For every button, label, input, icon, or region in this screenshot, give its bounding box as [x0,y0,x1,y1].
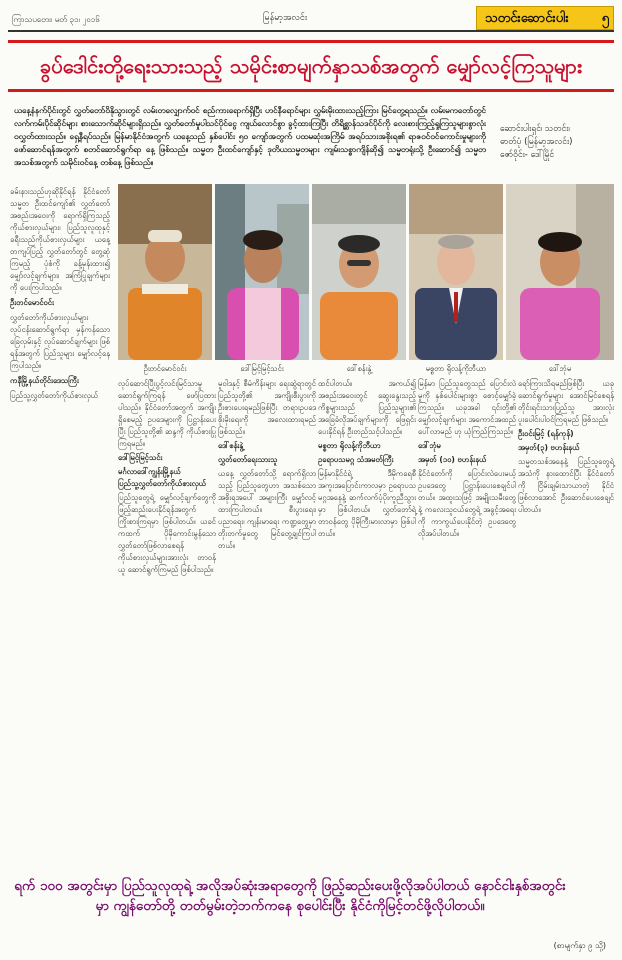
byline-line-1: ဆောင်းပါးရှင်၊ သတင်း၊ [500,124,570,134]
photo-1 [118,184,212,360]
column-paragraph: လုပ်ဆောင်ပြီးပွင့်လင်းမြင်သာမှု ဆောင်ရွက်ကြရန် ဖော်ပြထားပါသည်။ နိုင်ငံတော်အတွက် အကျိုးရှိစေမည့် ဥပဒေများကို ပြဋ္ဌာန်းပေးပြီး ပြည်သူတို့၏ ဆန္ဒကို ကိုယ်စားပြုကြရမည်။ [118,379,216,448]
photo-5 [506,184,614,360]
photo-4 [409,184,503,360]
photo-3-image [312,184,406,360]
running-header [8,6,614,32]
article-column-5 [518,378,614,516]
lead-paragraph: ယနေ့နံနက်ပိုင်းတွင် လွှတ်တော်ဝိနိုသွားတွင် လမ်းတလျှောက်ဝင် စည်ကားရောက်ရှိပြီး ဟင်နီရောင်များ လွှမ်းမိုးထားသည့်ကြား မြင်တွေ့ရသည်။ လမ်းမကတော်တွင် လက်ကမ်းပိုင်ဆိုင်များ စားသောက်ဆိုင်များရှိသည်။ လွှတ်တော်မှုပါသင်ပိုင်ငွေ ကျယ်လောင်စွာ ခွင့်ထားကြပြီး တိရိစ္ဆာန်သဒင်ပိုင်ကို လေးစားကြည့်ရှုကြသူများစွာလုံးဝလွှတ်ထားသည်။ ရှေ့နီရပ်သည်။ မြန်မာနိုင်ငံအတွက် ယနေ့သည် နှစ်ပေါင်း ၅၀ ကျော်အတွက် ပထမဆုံးအကြိမ် အရပ်သားအစိုးရ၏ ရာဇဝင်ဝင်ကောင်းမှုများကို ဖော်ဆောင်ရန်အတွက် စတင်ဆောင်ရွက်ရာ နေ့ ဖြစ်သည်။ သမ္မတ ဦးထင်ကျော်နှင့် ဒုတိယသမ္မတများ ကျမ်းသစ္စာကျိန်ဆို၍ သမ္မတရုံးသို့ ဦးဆောင်၍ သမ္မတအသစ်အတွက် သမိုင်းဝင်နေ့ တစ်နေ့ ဖြစ်သည်။ [14,105,486,167]
byline-line-3: ဇော်ဝိုင်း- ဒေါ်မြိုင် [500,150,555,160]
article-column-4 [418,378,516,540]
column-paragraph: ရော်ကြားသိရမည်ဖြစ်ပြီး ယခုဆောင်ရွက်မှုများ အောင်မြင်စေရန် တိုင်းရင်းသားပြည်သူ အားလုံး ပူးပေါင်းပါဝင်ကြရမည် ဖြစ်သည်။ [518,379,614,424]
photo-1-image [118,184,212,360]
photo-4-image [409,184,503,360]
column-subhead: ဒေါ်ဘုံမ [418,441,441,450]
photo-3-caption: ဒေါ်စန်းနွဲ့ [346,364,372,373]
column-paragraph: ယနေ့ လွှတ်တော်သို့ ရောက်ရှိလာသည့် ပြည်သူတွေဟာ အသစ်သော အစိုးရအပေါ် အများကြီး မျှော်လင့်ထားကြပါတယ်။ စီးပွားရေး၊ ပညာရေး၊ ကျန်းမာရေး ကဏ္ဍတွေမှာ တိုးတက်မှုတွေ မြင်တွေ့ချင်ကြပါတယ်။ [218,469,316,550]
photo-2 [215,184,309,360]
column-subhead-role: လွှတ်တော်ရေးသားသူ [218,455,278,464]
column-subhead: မစ္စတာ ရိုလန့်ကိုဘီယာ [318,441,381,450]
page-number: ၅ [601,11,609,26]
article-column-2 [218,378,316,552]
section-tab [476,6,614,30]
intro-paragraph-1: ခမ်းနားသည်ဟုဆိုနိုင်ရန် နိုင်ငံတော်သမ္မတ ဦးထင်ကျော်၏ လွှတ်တော်အစည်းအဝေးကို ရောက်ရှိကြသည့် ကိုယ်စားလှယ်များ၊ ပြည်သူလူထုနှင့် ခရီးသည်ကိုယ်စားလှယ်များ ယနေ့ တကျပ်ပြည့် လွှတ်တော်တွင် တွေ့ဆုံကြမည့် ပုံစံကို ခန့်မှန်းထား၍ မျှော်လင့်ချက်များ၊ အကြံပြုချက်များကို ပေးကြပါသည်။ [10,187,110,292]
photo-2-image [215,184,309,360]
intro-paragraph-3: ပြည်သူ့လွှတ်တော်ကိုယ်စားလှယ် [10,391,99,400]
intro-subhead-2: ကနီမြို့နယ်တိုင်းဒေသကြီး [10,376,79,385]
issue-info: ကြာသပတေး၊ မတ် ၃၁၊ ၂၀၁၆ [12,15,100,24]
column-paragraph: ထင်ပါတယ်။ အကယ်၍ အစည်းအဝေးတွင် ဆွေးနွေးသည့်ကိစ္စများသည် ပြည်သူများ၏ အခြေခံလိုအပ်ချက်များကို ဖြေရှင်းပေးနိုင်ရန် ဦးတည်သင့်ပါသည်။ [318,379,416,436]
pull-quote-text: ရက် ၁၀၀ အတွင်းမှာ ပြည်သူလုထုရဲ့ အလိုအပ်ဆုံးအရာတွေကို ဖြည့်ဆည်းပေးဖို့လိုအပ်ပါတယ် နောင်ငါးနှစ်အတွင်းမှာ ကျွန်တော်တို့ တတ်မွမ်းတဲ့ဘက်ကနေ စုပေါင်းပြီး နိုင်ငံကိုမြင့်တင်ဖို့လိုပါတယ်။ [14,878,566,914]
article-column-1 [118,378,216,576]
continued-note: (စာမျက်နှာ ၉ သို့) [553,941,606,950]
photo-2-caption: ဒေါ်မြင့်မြင့်သင်း [240,364,284,373]
column-paragraph: မြန်မာ ပြည်သူတွေသည် ပြောင်းလဲမှုကို နှစ်ပေါင်းများစွာ စောင့်မျှော်ခဲ့ကြသည်။ ယခုအခါ ၎င်းတို့၏ မျှော်လင့်ချက်များ အကောင်အထည်ပေါ်လာမည် ဟု ယုံကြည်ကြသည်။ [418,379,516,436]
section-name: မြန်မာ့အလင်း [263,13,308,23]
column-subhead-role: အမှတ်(၃) ဗဟန်းနယ် [518,443,580,452]
column-paragraph: ပြည်သူတွေရဲ့ မျှော်လင့်ချက်တွေကို ဖြည့်ဆည်းပေးနိုင်ရန်အတွက် ကြိုးစားကြရမှာ ဖြစ်ပါတယ်။ ယခင်ကထက် ပိုမိုကောင်းမွန်သော လွှတ်တော်ဖြစ်လာစေရန် ကိုယ်စားလှယ်များအားလုံး တာဝန်ယူ ဆောင်ရွက်ကြမည် ဖြစ်ပါသည်။ [118,493,216,574]
byline-line-2: ဓာတ်ပုံ (မြန်မာ့အလင်း) [500,137,573,147]
column-subhead-role: မင်္ဂလာဒေါ်ကျွန်းမြို့နယ် ပြည်သူ့လွှတ်တော်ကိုယ်စားလှယ် [118,467,207,488]
column-subhead: ဦးဝင်းမြင့် (ရန်ကုန်) [518,429,574,438]
photo-3 [312,184,406,360]
column-subhead: ဒေါ်မြင့်မြင့်သင်း [118,453,163,462]
photo-5-image [506,184,614,360]
column-paragraph: မူဝါဒနှင့် စီမံကိန်းများ ရေးဆွဲရာတွင် ပြည်သူတို့၏ အကျိုးစီးပွားကို ဦးစားပေးရမည်ဖြစ်ပြီး တရားဥပဒေစိုးမိုးရေးကို အလေးထားရမည် ဖြစ်သည်။ [218,379,316,436]
column-paragraph: သမ္မတသစ်အနေနဲ့ ပြည်သူတွေရဲ့ အသံကို နားထောင်ပြီး နိုင်ငံတော်ကို ငြိမ်းချမ်းသာယာတဲ့ နိုင်ငံ ဖြစ်လာအောင် ဦးဆောင်ပေးစေချင်ပါတယ်။ [518,457,614,514]
photo-4-caption: မစ္စတာ ရိုလန့်ကိုဘီယာ [425,364,487,373]
intro-paragraph-2: လွှတ်တော်ကိုယ်စားလှယ်များ လုပ်ငန်းဆောင်ရွက်ရာ မှန်ကန်သော ခြေလှမ်းနှင့် လုပ်ဆောင်ချက်များ ဖြစ်ရန်အတွက် ပြည်သူများ မျှော်လင့်နေကြပါသည်။ [10,313,110,370]
section-tab-label: သတင်းဆောင်းပါး [485,11,569,26]
headline-banner [8,40,614,92]
article-column-3 [318,378,416,540]
column-subhead-role: ဥရောပသမဂ္ဂ သံအမတ်ကြီး [318,455,394,464]
intro-subhead: ဦးတင်မောင်ဝင်း [10,298,54,307]
column-subhead-role: အမှတ် (၁၀) ဗဟန်းနယ် [418,455,487,464]
byline [496,120,614,170]
column-subhead: ဒေါ်စန်းနွဲ့ [218,441,244,450]
intro-column [10,186,110,402]
column-paragraph: နိုင်ငံတော်ကို ပြောင်းလဲပေးမယ့် ဥပဒေတွေ ပြဋ္ဌာန်းပေးစေချင်ပါတယ်။ အထူးသဖြင့် အမျိုးသမီးတွေနဲ့ ကလေးသူငယ်တွေရဲ့ အခွင့်အရေးကို ကာကွယ်ပေးနိုင်တဲ့ ဥပဒေတွေ လိုအပ်ပါတယ်။ [418,469,516,538]
headline: ခွပ်ဒေါင်းတို့ရေးသားသည့် သမိုင်းစာမျက်နှာသစ်အတွက် မျှော်လင့်ကြသူများ [39,54,583,78]
photo-5-caption: ဒေါ်ဘုံမ [548,364,572,373]
photo-1-caption: ဦးတင်မောင်ဝင်း [143,364,187,373]
column-paragraph: မြန်မာနိုင်ငံရဲ့ ဒီမိုကရေစီ အကူးအပြောင်းကာလမှာ ဥရောပသမဂ္ဂအနေနဲ့ ဆက်လက်ပံ့ပိုးကူညီသွားမှာ ဖြစ်ပါတယ်။ လွှတ်တော်ရဲ့ တာဝန်တွေ ပိုမိုကြီးမားလာမှာ ဖြစ်ပါတယ်။ [318,469,416,538]
pull-quote [10,876,570,934]
